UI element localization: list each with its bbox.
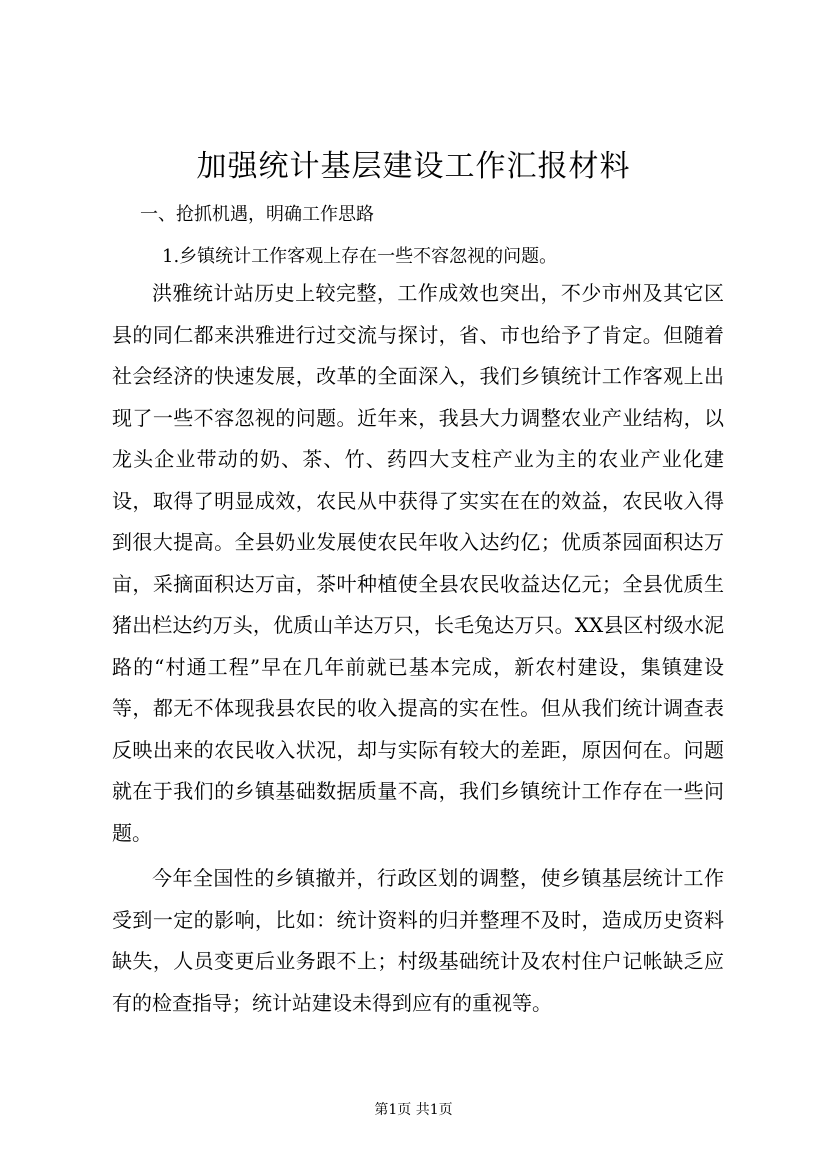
section-heading: 一、抢抓机遇，明确工作思路 — [140, 204, 374, 225]
body-paragraph: 洪雅统计站历史上较完整，工作成效也突出，不少市州及其它区县的同仁都来洪雅进行过交流与探讨，省、市也给予了肯定。但随着社会经济的快速发展，改革的全面深入，我们乡镇统计工作客观上出现了一些不容忽视的问题。近年来，我县大力调整农业产业结构，以龙头企业带动的奶、茶、竹、药四大支柱产业为主的农业产业化建设，取得了明显成效，农民从中获得了实实在在的效益，农民收入得到很大提高。全县奶业发展使农民年收入达约亿；优质茶园面积达万亩，采摘面积达万亩，茶叶种植使全县农民收益达亿元；全县优质生猪出栏达约万头，优质山羊达万只，长毛兔达万只。XX县区村级水泥路的“村通工程”早在几年前就已基本完成，新农村建设，集镇建设等，都无不体现我县农民的收入提高的实在性。但从我们统计调查表反映出来的农民收入状况，却与实际有较大的差距，原因何在。问题就在于我们的乡镇基础数据质量不高，我们乡镇统计工作存在一些问题。 — [112, 281, 724, 845]
page-footer: 第1页 共1页 — [374, 1102, 453, 1118]
subsection-heading: 1.乡镇统计工作客观上存在一些不容忽视的问题。 — [162, 246, 558, 267]
body-paragraph: 今年全国性的乡镇撤并，行政区划的调整，使乡镇基层统计工作受到一定的影响，比如：统计资料的归并整理不及时，造成历史资料缺失，人员变更后业务跟不上；村级基础统计及农村住户记帐缺乏应有的检查指导；统计站建设未得到应有的重视等。 — [112, 866, 724, 1015]
document-title: 加强统计基层建设工作汇报材料 — [196, 149, 631, 184]
